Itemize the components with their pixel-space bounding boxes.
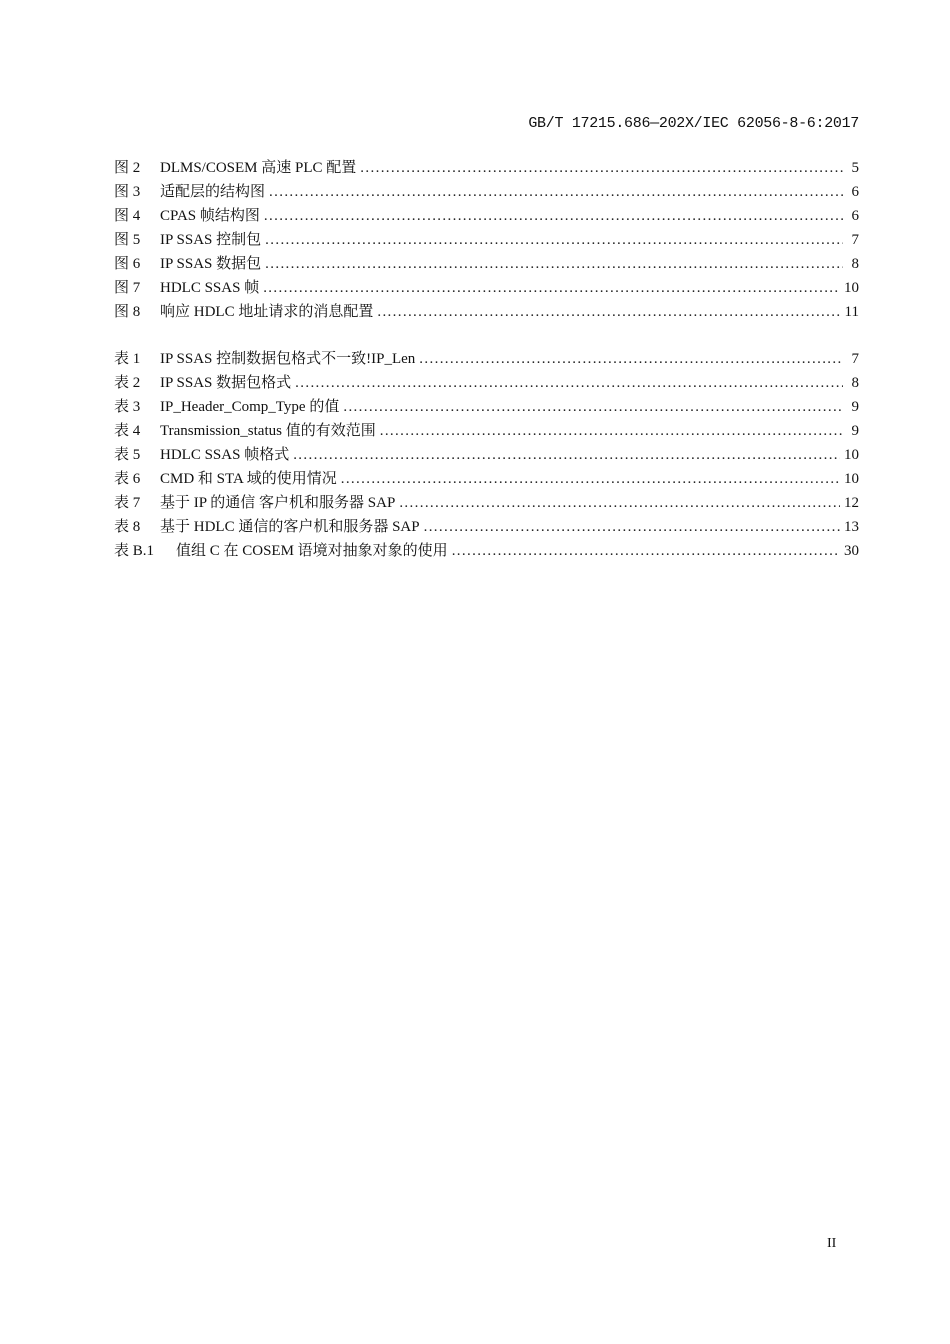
dot-leader xyxy=(399,495,840,512)
entry-page: 10 xyxy=(844,447,859,463)
table-entry[interactable] xyxy=(114,443,859,467)
entry-page: 6 xyxy=(851,208,859,224)
entry-title: 基于 HDLC 通信的客户机和服务器 SAP xyxy=(160,519,420,535)
table-entry[interactable] xyxy=(114,371,859,395)
entry-page: 9 xyxy=(851,423,859,439)
entry-label: 图 7 xyxy=(114,280,141,296)
entry-page: 9 xyxy=(851,399,859,415)
entry-title: DLMS/COSEM 高速 PLC 配置 xyxy=(160,160,357,176)
dot-leader xyxy=(265,256,843,273)
entry-label: 图 8 xyxy=(114,304,141,320)
dot-leader xyxy=(269,184,843,201)
entry-label: 图 2 xyxy=(114,160,141,176)
standard-header: GB/T 17215.686—202X/IEC 62056-8-6:2017 xyxy=(528,115,859,132)
figure-entry[interactable] xyxy=(114,156,859,180)
entry-title: IP SSAS 数据包 xyxy=(160,256,262,272)
entry-title: 基于 IP 的通信 客户机和服务器 SAP xyxy=(160,495,396,511)
entry-label: 图 4 xyxy=(114,208,141,224)
dot-leader xyxy=(264,208,843,225)
entry-title: 值组 C 在 COSEM 语境对抽象对象的使用 xyxy=(176,543,448,559)
entry-page: 8 xyxy=(851,375,859,391)
entry-page: 7 xyxy=(851,232,859,248)
list-of-tables xyxy=(114,347,859,563)
entry-label: 表 5 xyxy=(114,447,141,463)
entry-title: HDLC SSAS 帧 xyxy=(160,280,260,296)
entry-page: 13 xyxy=(844,519,859,535)
entry-title: CMD 和 STA 域的使用情况 xyxy=(160,471,337,487)
list-of-figures xyxy=(114,156,859,324)
entry-label: 表 B.1 xyxy=(114,543,155,559)
dot-leader xyxy=(452,543,840,560)
dot-leader xyxy=(360,160,843,177)
entry-page: 10 xyxy=(844,471,859,487)
entry-page: 12 xyxy=(844,495,859,511)
entry-page: 6 xyxy=(851,184,859,200)
entry-label: 表 1 xyxy=(114,351,141,367)
table-entry[interactable] xyxy=(114,491,859,515)
dot-leader xyxy=(343,399,843,416)
entry-page: 7 xyxy=(851,351,859,367)
entry-label: 表 8 xyxy=(114,519,141,535)
figure-entry[interactable] xyxy=(114,300,859,324)
entry-title: HDLC SSAS 帧格式 xyxy=(160,447,290,463)
table-entry[interactable] xyxy=(114,539,859,563)
table-entry[interactable] xyxy=(114,419,859,443)
dot-leader xyxy=(424,519,840,536)
figure-entry[interactable] xyxy=(114,228,859,252)
dot-leader xyxy=(377,304,840,321)
entry-page: 8 xyxy=(851,256,859,272)
figure-entry[interactable] xyxy=(114,252,859,276)
dot-leader xyxy=(263,280,840,297)
entry-label: 图 6 xyxy=(114,256,141,272)
dot-leader xyxy=(419,351,843,368)
table-entry[interactable] xyxy=(114,515,859,539)
dot-leader xyxy=(341,471,840,488)
entry-label: 表 2 xyxy=(114,375,141,391)
entry-title: IP SSAS 数据包格式 xyxy=(160,375,292,391)
entry-label: 表 3 xyxy=(114,399,141,415)
figure-entry[interactable] xyxy=(114,276,859,300)
entry-title: CPAS 帧结构图 xyxy=(160,208,260,224)
figure-entry[interactable] xyxy=(114,180,859,204)
entry-label: 表 4 xyxy=(114,423,141,439)
entry-title: IP SSAS 控制数据包格式不一致!IP_Len xyxy=(160,351,416,367)
entry-page: 5 xyxy=(851,160,859,176)
entry-page: 10 xyxy=(844,280,859,296)
dot-leader xyxy=(293,447,840,464)
table-entry[interactable] xyxy=(114,395,859,419)
entry-title: IP_Header_Comp_Type 的值 xyxy=(160,399,340,415)
dot-leader xyxy=(295,375,843,392)
entry-label: 图 3 xyxy=(114,184,141,200)
entry-page: 30 xyxy=(844,543,859,559)
entry-title: 适配层的结构图 xyxy=(160,184,266,200)
entry-label: 表 6 xyxy=(114,471,141,487)
entry-title: Transmission_status 值的有效范围 xyxy=(160,423,376,439)
dot-leader xyxy=(265,232,843,249)
dot-leader xyxy=(380,423,843,440)
figure-entry[interactable] xyxy=(114,204,859,228)
page-number: II xyxy=(827,1236,837,1251)
entry-title: 响应 HDLC 地址请求的消息配置 xyxy=(160,304,374,320)
entry-label: 图 5 xyxy=(114,232,141,248)
entry-title: IP SSAS 控制包 xyxy=(160,232,262,248)
entry-label: 表 7 xyxy=(114,495,141,511)
table-entry[interactable] xyxy=(114,467,859,491)
entry-page: 11 xyxy=(844,304,859,320)
table-entry[interactable] xyxy=(114,347,859,371)
